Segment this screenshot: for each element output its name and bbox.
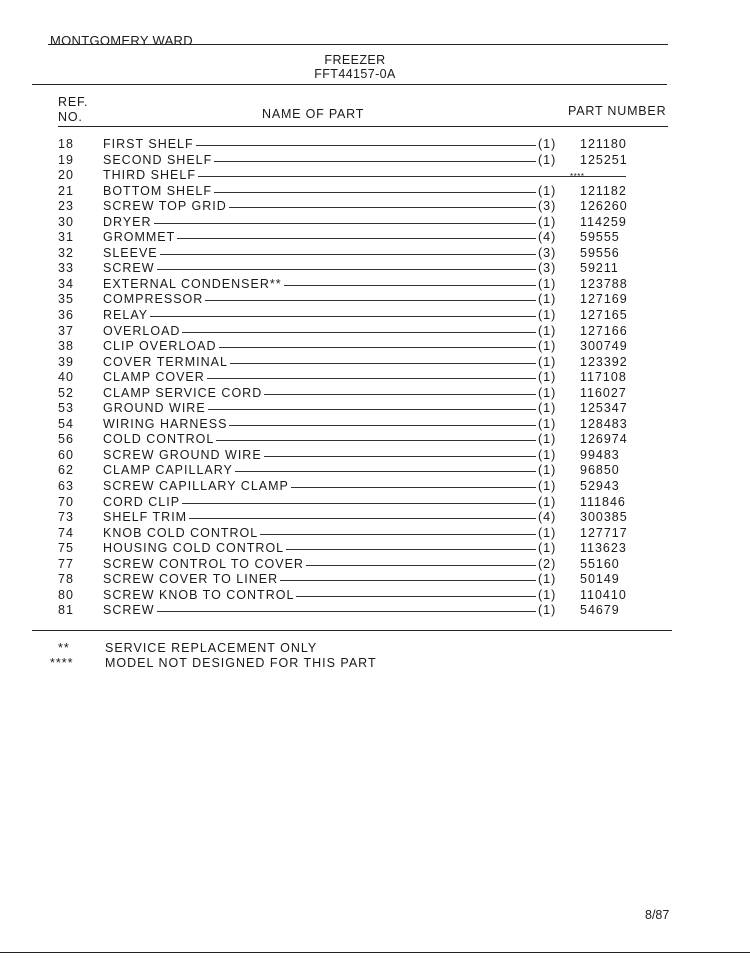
part-number: 128483 (580, 416, 628, 431)
part-name: SLEEVE (103, 245, 158, 260)
table-row (58, 386, 678, 402)
table-row (58, 432, 678, 448)
part-number: 121180 (580, 137, 627, 151)
leader-line (118, 254, 536, 255)
part-number: 59556 (580, 245, 620, 260)
leader-line (118, 223, 536, 224)
col-ref-heading-2: NO. (58, 110, 83, 124)
table-row (58, 261, 678, 277)
part-number: 300385 (580, 510, 628, 525)
part-number: 116027 (580, 385, 627, 400)
ref-number: 30 (58, 214, 74, 229)
part-number: 52943 (580, 479, 620, 494)
quantity: (1) (538, 308, 557, 323)
table-row (58, 448, 678, 464)
col-part-number-heading: PART NUMBER (568, 104, 667, 118)
part-name: SCREW (103, 603, 155, 618)
leader-line (118, 269, 536, 270)
table-row (58, 463, 678, 479)
ref-number: 33 (58, 261, 74, 276)
quantity: (1) (538, 370, 557, 385)
ref-number: 78 (58, 572, 74, 587)
part-number: **** (570, 172, 585, 182)
ref-number: 23 (58, 199, 74, 214)
leader-line (118, 316, 536, 317)
table-row (58, 153, 678, 169)
table-row (58, 603, 678, 619)
quantity: (2) (538, 556, 557, 571)
part-name: COMPRESSOR (103, 292, 204, 307)
quantity: (1) (538, 447, 557, 462)
ref-number: 38 (58, 339, 74, 354)
leader-line (118, 611, 536, 612)
ref-number: 81 (58, 603, 74, 618)
quantity: (1) (538, 292, 557, 307)
part-name: COVER TERMINAL (103, 354, 228, 369)
quantity: (1) (538, 137, 557, 151)
table-row (58, 230, 678, 246)
table-row (58, 355, 678, 371)
part-name: SCREW KNOB TO CONTROL (103, 587, 295, 602)
ref-number: 56 (58, 432, 74, 447)
col-ref-heading-1: REF. (58, 95, 89, 109)
part-name: RELAY (103, 308, 149, 323)
part-name: DRYER (103, 214, 152, 229)
table-row (58, 324, 678, 340)
ref-number: 75 (58, 541, 74, 556)
part-name: OVERLOAD (103, 323, 181, 338)
part-number: 127166 (580, 323, 628, 338)
quantity: (1) (538, 214, 557, 229)
part-name: WIRING HARNESS (103, 416, 228, 431)
ref-number: 40 (58, 370, 74, 385)
model-number: FFT44157-0A (314, 67, 396, 81)
table-row (58, 246, 678, 262)
quantity: (3) (538, 245, 557, 260)
quantity: (1) (538, 416, 557, 431)
ref-number: 37 (58, 323, 74, 338)
ref-number: 62 (58, 463, 74, 478)
quantity: (1) (538, 276, 557, 291)
ref-number: 20 (58, 168, 74, 183)
part-name: SCREW (103, 261, 155, 276)
ref-number: 74 (58, 525, 74, 540)
part-name: SCREW TOP GRID (103, 199, 227, 214)
ref-number: 52 (58, 385, 74, 400)
part-name: HOUSING COLD CONTROL (103, 541, 285, 556)
note-1-mark: ** (58, 641, 70, 655)
bottom-rule (0, 952, 750, 953)
ref-number: 18 (58, 137, 74, 151)
part-number: 126974 (580, 432, 628, 447)
part-name: SCREW COVER TO LINER (103, 572, 279, 587)
table-row (58, 370, 678, 386)
ref-number: 60 (58, 447, 74, 462)
quantity: (3) (538, 261, 557, 276)
part-name: CLAMP CAPILLARY (103, 463, 233, 478)
table-row (58, 292, 678, 308)
part-name: THIRD SHELF (103, 168, 196, 183)
quantity: (1) (538, 385, 557, 400)
part-number: 123788 (580, 276, 628, 291)
quantity: (1) (538, 463, 557, 478)
part-name: CLAMP COVER (103, 370, 205, 385)
table-row (58, 510, 678, 526)
part-name: EXTERNAL CONDENSER** (103, 276, 282, 291)
quantity: (1) (538, 432, 557, 447)
part-number: 111846 (580, 494, 626, 509)
quantity: (1) (538, 603, 557, 618)
list-bottom-rule (32, 630, 672, 631)
quantity: (1) (538, 401, 557, 416)
table-row (58, 215, 678, 231)
part-name: GROMMET (103, 230, 176, 245)
quantity: (4) (538, 230, 557, 245)
table-row (58, 572, 678, 588)
col-name-heading: NAME OF PART (262, 107, 365, 121)
quantity: (1) (538, 354, 557, 369)
table-row (58, 137, 678, 153)
part-name: KNOB COLD CONTROL (103, 525, 259, 540)
part-number: 126260 (580, 199, 628, 214)
part-number: 127169 (580, 292, 628, 307)
part-number: 125251 (580, 152, 628, 167)
part-name: GROUND WIRE (103, 401, 206, 416)
quantity: (1) (538, 152, 557, 167)
top-rule (48, 44, 668, 45)
ref-number: 73 (58, 510, 74, 525)
quantity: (1) (538, 525, 557, 540)
quantity: (1) (538, 183, 557, 198)
note-2-text: MODEL NOT DESIGNED FOR THIS PART (105, 656, 377, 670)
ref-number: 34 (58, 276, 74, 291)
part-number: 123392 (580, 354, 628, 369)
parts-list (58, 137, 678, 619)
ref-number: 39 (58, 354, 74, 369)
ref-number: 35 (58, 292, 74, 307)
leader-line (118, 238, 536, 239)
part-number: 117108 (580, 370, 627, 385)
ref-number: 53 (58, 401, 74, 416)
table-row (58, 339, 678, 355)
part-number: 114259 (580, 214, 627, 229)
part-name: SCREW CONTROL TO COVER (103, 556, 304, 571)
ref-number: 31 (58, 230, 74, 245)
part-number: 55160 (580, 556, 620, 571)
part-number: 110410 (580, 587, 627, 602)
quantity: (1) (538, 479, 557, 494)
part-name: BOTTOM SHELF (103, 183, 213, 198)
part-number: 127717 (580, 525, 628, 540)
table-row (58, 417, 678, 433)
part-number: 99483 (580, 447, 620, 462)
quantity: (1) (538, 323, 557, 338)
part-number: 50149 (580, 572, 620, 587)
quantity: (1) (538, 587, 557, 602)
part-number: 125347 (580, 401, 628, 416)
ref-number: 21 (58, 183, 74, 198)
table-row (58, 588, 678, 604)
footer-date: 8/87 (645, 908, 670, 922)
quantity: (3) (538, 199, 557, 214)
table-row (58, 308, 678, 324)
header-rule (58, 126, 668, 127)
note-1-text: SERVICE REPLACEMENT ONLY (105, 641, 318, 655)
part-number: 113623 (580, 541, 627, 556)
table-row (58, 168, 678, 184)
ref-number: 70 (58, 494, 74, 509)
part-number: 121182 (580, 183, 627, 198)
note-2-mark: **** (50, 656, 74, 670)
part-name: SHELF TRIM (103, 510, 188, 525)
table-row (58, 557, 678, 573)
ref-number: 19 (58, 152, 74, 167)
part-name: SCREW GROUND WIRE (103, 447, 262, 462)
ref-number: 77 (58, 556, 74, 571)
part-name: CLIP OVERLOAD (103, 339, 217, 354)
part-name: SECOND SHELF (103, 152, 213, 167)
table-row (58, 199, 678, 215)
table-row (58, 184, 678, 200)
part-name: SCREW CAPILLARY CLAMP (103, 479, 289, 494)
part-number: 59211 (580, 261, 619, 276)
ref-number: 54 (58, 416, 74, 431)
table-row (58, 401, 678, 417)
quantity: (1) (538, 572, 557, 587)
brand-label: MONTGOMERY WARD (50, 33, 193, 48)
part-name: FIRST SHELF (103, 137, 194, 151)
quantity: (1) (538, 494, 557, 509)
title-rule (32, 84, 667, 85)
part-number: 127165 (580, 308, 628, 323)
ref-number: 80 (58, 587, 74, 602)
part-number: 54679 (580, 603, 620, 618)
part-name: COLD CONTROL (103, 432, 215, 447)
ref-number: 36 (58, 308, 74, 323)
table-row (58, 495, 678, 511)
ref-number: 63 (58, 479, 74, 494)
part-number: 300749 (580, 339, 628, 354)
part-number: 96850 (580, 463, 620, 478)
ref-number: 32 (58, 245, 74, 260)
part-name: CORD CLIP (103, 494, 181, 509)
table-row (58, 526, 678, 542)
quantity: (4) (538, 510, 557, 525)
table-row (58, 277, 678, 293)
product-title: FREEZER (324, 53, 386, 67)
part-number: 59555 (580, 230, 620, 245)
table-row (58, 479, 678, 495)
part-name: CLAMP SERVICE CORD (103, 385, 263, 400)
table-row (58, 541, 678, 557)
quantity: (1) (538, 541, 557, 556)
quantity: (1) (538, 339, 557, 354)
